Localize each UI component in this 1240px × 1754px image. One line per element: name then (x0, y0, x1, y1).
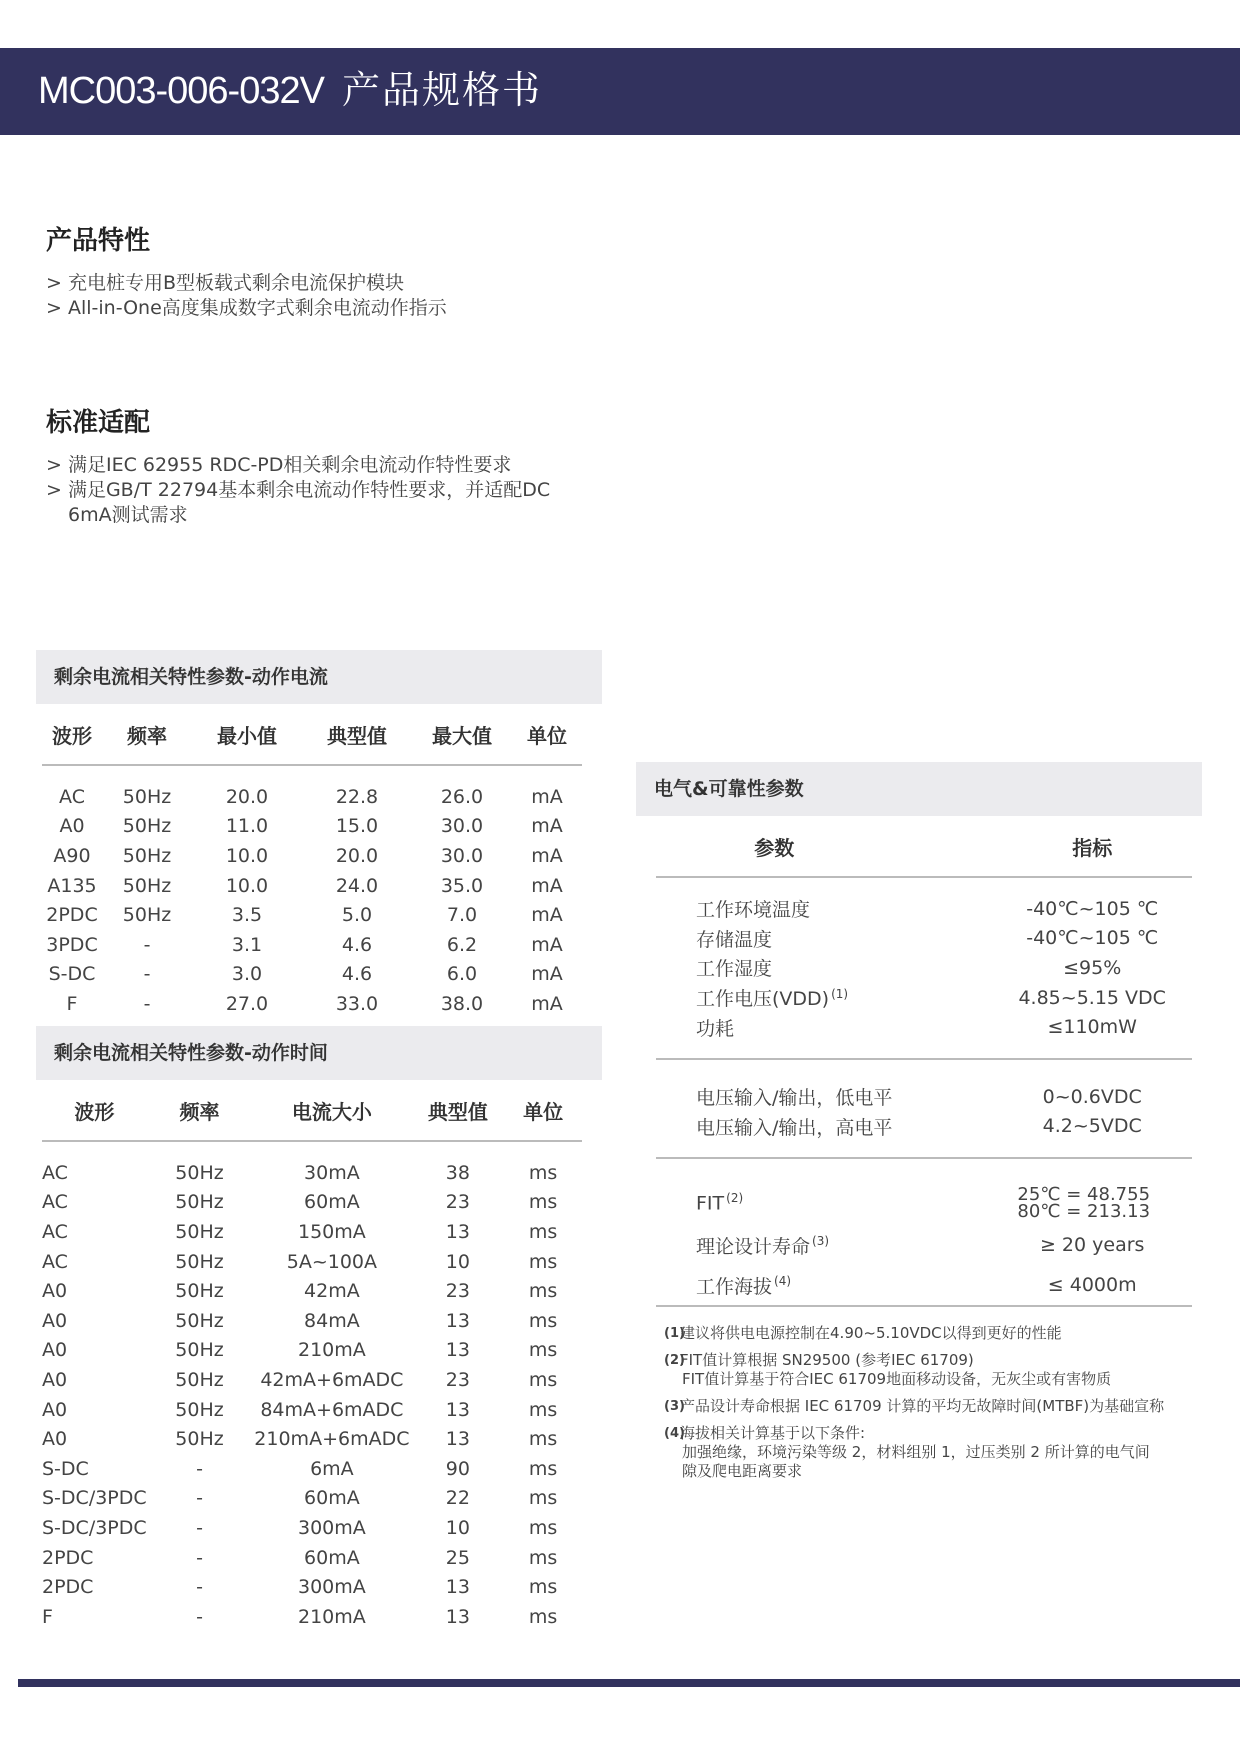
fit-value-80c: 80℃ = 213.13 (1017, 1201, 1151, 1223)
standards-heading: 标准适配 (46, 408, 151, 438)
footnote-line: 加强绝缘，环境污染等级 2，材料组别 1，过压类别 2 所计算的电气间 (682, 1443, 1150, 1461)
table-cell: 50Hz (175, 1368, 224, 1391)
param-value: 4.85~5.15 VDC (1018, 986, 1166, 1009)
table-cell: 60mA (304, 1191, 360, 1214)
table-cell: 10.0 (225, 844, 269, 867)
col-header: 最大值 (412, 704, 512, 765)
footer-rule (18, 1679, 1240, 1687)
table-cell: S-DC (42, 1457, 89, 1480)
table-cell: 23 (445, 1368, 470, 1391)
group-separator (656, 1059, 1192, 1082)
table-cell: AC (42, 1191, 68, 1214)
table-row (656, 1112, 1192, 1142)
standards-list (46, 453, 606, 528)
footnote-number: (1) (664, 1326, 685, 1341)
elec-table (656, 816, 1192, 1309)
table-cell: 50Hz (175, 1339, 224, 1362)
table-cell: mA (531, 815, 563, 838)
table-cell: 20.0 (225, 785, 269, 808)
table-cell: 50Hz (175, 1250, 224, 1273)
param-name: FIT (696, 1192, 725, 1215)
table-cell: AC (42, 1220, 68, 1243)
table-cell: ms (528, 1576, 558, 1599)
table-cell: 22.8 (335, 785, 379, 808)
table-row (42, 1572, 582, 1602)
spacer-row (656, 1042, 1192, 1059)
table-cell: AC (59, 785, 85, 808)
time-table-body (42, 1141, 582, 1632)
table-cell: 22 (445, 1487, 470, 1510)
param-label (656, 1225, 892, 1265)
table-row (42, 1395, 582, 1425)
table-cell: 24.0 (335, 874, 379, 897)
table-cell: 50Hz (122, 815, 172, 838)
standard-item-continuation: 6mA测试需求 (68, 504, 188, 526)
table-cell: 13 (445, 1220, 470, 1243)
table-row (42, 1424, 582, 1454)
table-row (42, 900, 582, 930)
time-table-block (36, 1026, 602, 1632)
param-name: 工作电压(VDD) (696, 988, 830, 1011)
table-cell: - (143, 992, 151, 1015)
table-cell: 50Hz (175, 1191, 224, 1214)
table-cell: mA (531, 844, 563, 867)
table-cell: AC (42, 1250, 68, 1273)
table-row (42, 1336, 582, 1366)
table-row (42, 989, 582, 1019)
table-row (42, 1454, 582, 1484)
footnotes (664, 1324, 1204, 1489)
table-cell: 27.0 (225, 992, 269, 1015)
table-row (42, 1484, 582, 1514)
spacer-cell (656, 1059, 1192, 1082)
param-value (892, 1181, 1192, 1225)
table-cell: mA (531, 933, 563, 956)
spacer-row (42, 1141, 582, 1158)
footnote-line: FIT值计算根据 SN29500 (参考IEC 61709) (680, 1351, 974, 1369)
table-cell: 38 (445, 1161, 470, 1184)
table-cell: 210mA+6mADC (254, 1428, 410, 1451)
table-cell: 30.0 (440, 815, 484, 838)
param-name: 工作海拔 (696, 1275, 773, 1298)
table-cell: ms (528, 1428, 558, 1451)
footnote-ref: (1) (831, 986, 849, 1001)
table-cell: 2PDC (42, 1576, 94, 1599)
table-cell: 50Hz (122, 904, 172, 927)
table-row (42, 960, 582, 990)
time-table (42, 1080, 582, 1632)
table-row (656, 1265, 1192, 1306)
spacer-cell (656, 1158, 1192, 1181)
footnote-line: FIT值计算基于符合IEC 61709地面移动设备，无灰尘或有害物质 (682, 1370, 1112, 1388)
table-cell: ms (528, 1339, 558, 1362)
table-cell: 4.6 (341, 963, 373, 986)
table-cell: ms (528, 1516, 558, 1539)
table-cell: 33.0 (335, 992, 379, 1015)
table-cell: 50Hz (175, 1280, 224, 1303)
table-cell: 13 (445, 1605, 470, 1628)
col-header: 波形 (42, 1080, 147, 1141)
table-cell: 2PDC (42, 1546, 94, 1569)
table-cell: A0 (42, 1280, 68, 1303)
table-row (42, 782, 582, 812)
footnote-ref: (2) (726, 1191, 744, 1206)
table-cell: 5.0 (341, 904, 373, 927)
footnote-body (680, 1351, 1204, 1389)
table-cell: - (196, 1487, 203, 1510)
table-cell: 2PDC (46, 904, 98, 927)
table-cell: A0 (42, 1428, 68, 1451)
table-cell: 50Hz (122, 785, 172, 808)
param-value: ≥ 20 years (1039, 1234, 1145, 1257)
table-cell: 13 (445, 1398, 470, 1421)
table-cell: A0 (42, 1368, 68, 1391)
col-header: 最小值 (192, 704, 302, 765)
table-cell: 10.0 (225, 874, 269, 897)
param-name: 电压输入/输出，高电平 (696, 1116, 893, 1139)
table-cell: ms (528, 1368, 558, 1391)
table-cell: 23 (445, 1191, 470, 1214)
table-cell: 25 (445, 1546, 470, 1569)
spacer-cell (656, 877, 1192, 894)
table-cell: 50Hz (175, 1398, 224, 1421)
table-row (42, 1158, 582, 1188)
group-separator (656, 1158, 1192, 1181)
table-cell: 13 (445, 1576, 470, 1599)
standards-section (46, 402, 606, 528)
table-cell: 26.0 (440, 785, 484, 808)
table-row (656, 1225, 1192, 1265)
footnote-body (680, 1324, 1204, 1343)
table-cell: A0 (42, 1398, 68, 1421)
spacer-cell (656, 1306, 1192, 1309)
table-cell: mA (531, 992, 563, 1015)
table-cell: S-DC/3PDC (42, 1487, 147, 1510)
group-separator (656, 1306, 1192, 1309)
table-cell: 3.0 (231, 963, 263, 986)
table-cell: ms (528, 1487, 558, 1510)
table-cell: 5A~100A (286, 1250, 378, 1273)
param-value: 4.2~5VDC (1042, 1115, 1142, 1138)
footnote-number: (2) (664, 1353, 685, 1368)
features-list (46, 271, 606, 321)
table-cell: ms (528, 1280, 558, 1303)
elec-table-body (656, 877, 1192, 1309)
standard-item: > 满足IEC 62955 RDC-PD相关剩余电流动作特性要求 (46, 454, 512, 476)
table-cell: 3.5 (231, 904, 263, 927)
table-cell: 50Hz (122, 874, 172, 897)
table-cell: ms (528, 1161, 558, 1184)
table-cell: ms (528, 1605, 558, 1628)
table-row (42, 1306, 582, 1336)
spacer-row (656, 877, 1192, 894)
col-header: 指标 (892, 816, 1192, 877)
table-row (656, 894, 1192, 924)
param-name: 工作湿度 (696, 958, 773, 981)
footnote (664, 1324, 1204, 1343)
table-cell: A135 (47, 874, 97, 897)
table-cell: 210mA (298, 1605, 366, 1628)
footnote (664, 1424, 1204, 1481)
table-cell: - (196, 1457, 203, 1480)
table-cell: 210mA (298, 1339, 366, 1362)
page-title (38, 66, 542, 115)
table-cell: 300mA (298, 1576, 366, 1599)
spacer-cell (656, 1042, 1192, 1059)
param-value: -40℃~105 ℃ (1026, 897, 1159, 920)
footnote-line: 海拔相关计算基于以下条件: (680, 1424, 866, 1442)
table-cell: ms (528, 1250, 558, 1273)
param-label (656, 1112, 892, 1142)
param-name: 电压输入/输出，低电平 (696, 1087, 893, 1110)
table-row (656, 1181, 1192, 1225)
table-row (42, 1217, 582, 1247)
param-label (656, 894, 892, 924)
param-name: 工作环境温度 (696, 899, 811, 922)
table-cell: 30.0 (440, 844, 484, 867)
table-cell: 13 (445, 1309, 470, 1332)
table-cell: 13 (445, 1339, 470, 1362)
footnote-number: (4) (664, 1426, 685, 1441)
footnote-body (680, 1424, 1204, 1481)
table-row (42, 1543, 582, 1573)
table-cell: AC (42, 1161, 68, 1184)
table-cell: 11.0 (225, 815, 269, 838)
param-label (656, 1265, 892, 1306)
table-cell: ms (528, 1398, 558, 1421)
table-cell: 30mA (304, 1161, 360, 1184)
table-cell: 60mA (304, 1546, 360, 1569)
param-name: 存储温度 (696, 928, 773, 951)
table-row (42, 812, 582, 842)
table-cell: 7.0 (446, 904, 478, 927)
current-table (42, 704, 582, 1019)
table-row (42, 1276, 582, 1306)
spacer-cell (42, 1141, 147, 1158)
current-table-title: 剩余电流相关特性参数-动作电流 (36, 650, 602, 704)
table-row (42, 841, 582, 871)
table-row (656, 924, 1192, 954)
table-row (42, 930, 582, 960)
table-cell: mA (531, 785, 563, 808)
table-cell: - (196, 1576, 203, 1599)
col-header: 典型值 (302, 704, 412, 765)
table-cell: mA (531, 963, 563, 986)
table-cell: 50Hz (175, 1161, 224, 1184)
table-cell: - (196, 1516, 203, 1539)
table-cell: S-DC/3PDC (42, 1516, 147, 1539)
table-cell: F (42, 1605, 53, 1628)
col-header: 频率 (102, 704, 192, 765)
model-number: MC003-006-032V (38, 70, 324, 112)
table-row (656, 1012, 1192, 1042)
table-cell: 38.0 (440, 992, 484, 1015)
table-row (42, 1188, 582, 1218)
table-cell: - (196, 1546, 203, 1569)
table-cell: 50Hz (122, 844, 172, 867)
footnote-number: (3) (664, 1399, 685, 1414)
table-cell: mA (531, 904, 563, 927)
param-label (656, 953, 892, 983)
table-cell: 50Hz (175, 1428, 224, 1451)
current-table-body (42, 765, 582, 1019)
table-cell: - (143, 963, 151, 986)
features-heading: 产品特性 (46, 226, 151, 256)
param-label (656, 1181, 892, 1225)
time-table-title: 剩余电流相关特性参数-动作时间 (36, 1026, 602, 1080)
table-cell: ms (528, 1191, 558, 1214)
spacer-row (42, 765, 582, 782)
param-name: 理论设计寿命 (696, 1235, 811, 1258)
param-label (656, 1012, 892, 1042)
table-cell: A90 (53, 844, 91, 867)
param-value: ≤ 4000m (1047, 1274, 1137, 1297)
table-cell: A0 (42, 1309, 68, 1332)
table-cell: F (66, 992, 78, 1015)
table-cell: - (143, 933, 151, 956)
param-name: 功耗 (696, 1017, 735, 1040)
table-cell: 84mA (304, 1309, 360, 1332)
col-header: 频率 (147, 1080, 253, 1141)
document-title: 产品规格书 (341, 68, 542, 112)
table-row (42, 871, 582, 901)
col-header: 单位 (504, 1080, 582, 1141)
footnote-line: 建议将供电电源控制在4.90~5.10VDC以得到更好的性能 (680, 1324, 1062, 1342)
footnote-ref: (3) (812, 1234, 830, 1249)
table-cell: ms (528, 1220, 558, 1243)
fit-value-25c: 25℃ = 48.755 (1017, 1184, 1151, 1206)
table-cell: 4.6 (341, 933, 373, 956)
param-value: -40℃~105 ℃ (1026, 927, 1159, 950)
param-value: ≤95% (1063, 956, 1122, 979)
param-label (656, 983, 892, 1013)
table-cell: 90 (445, 1457, 470, 1480)
table-row (42, 1247, 582, 1277)
table-cell: 3PDC (46, 933, 98, 956)
table-cell: 20.0 (335, 844, 379, 867)
param-label (656, 1082, 892, 1112)
spacer-cell (42, 765, 102, 782)
table-cell: 35.0 (440, 874, 484, 897)
col-header: 电流大小 (252, 1080, 411, 1141)
table-cell: 3.1 (231, 933, 263, 956)
table-cell: A0 (42, 1339, 68, 1362)
table-row (656, 953, 1192, 983)
footnote (664, 1397, 1204, 1416)
footnote-line: 产品设计寿命根据 IEC 61709 计算的平均无故障时间(MTBF)为基础宣称 (680, 1397, 1165, 1415)
table-cell: 150mA (298, 1220, 366, 1243)
current-table-block (36, 650, 602, 1019)
table-cell: 13 (445, 1428, 470, 1451)
table-row (656, 1082, 1192, 1112)
spacer-row (656, 1141, 1192, 1158)
table-cell: 6.2 (446, 933, 478, 956)
table-cell: 84mA+6mADC (260, 1398, 404, 1421)
col-header: 参数 (656, 816, 892, 877)
table-row (42, 1602, 582, 1632)
param-label (656, 924, 892, 954)
elec-table-title: 电气&可靠性参数 (636, 762, 1202, 816)
table-cell: 50Hz (175, 1309, 224, 1332)
feature-item: > 充电桩专用B型板载式剩余电流保护模块 (46, 272, 404, 294)
param-value: 0~0.6VDC (1042, 1085, 1142, 1108)
table-row (656, 983, 1192, 1013)
table-cell: 23 (445, 1280, 470, 1303)
table-row (42, 1513, 582, 1543)
table-cell: mA (531, 874, 563, 897)
table-cell: - (196, 1605, 203, 1628)
table-cell: 300mA (298, 1516, 366, 1539)
feature-item: > All-in-One高度集成数字式剩余电流动作指示 (46, 297, 447, 319)
table-cell: 42mA+6mADC (260, 1368, 404, 1391)
elec-table-block (636, 762, 1202, 1309)
spacer-cell (656, 1141, 1192, 1158)
table-cell: 6.0 (446, 963, 478, 986)
table-cell: 42mA (304, 1280, 360, 1303)
table-cell: 50Hz (175, 1220, 224, 1243)
footnote-line: 隙及爬电距离要求 (682, 1462, 803, 1480)
col-header: 典型值 (411, 1080, 504, 1141)
table-cell: 60mA (304, 1487, 360, 1510)
header-band (0, 48, 1240, 135)
table-row (42, 1365, 582, 1395)
col-header: 波形 (42, 704, 102, 765)
table-cell: 15.0 (335, 815, 379, 838)
footnote (664, 1351, 1204, 1389)
footnote-ref: (4) (774, 1274, 792, 1289)
table-cell: ms (528, 1309, 558, 1332)
table-cell: 10 (445, 1516, 470, 1539)
features-section (46, 220, 606, 321)
table-cell: S-DC (48, 963, 96, 986)
table-cell: ms (528, 1546, 558, 1569)
table-cell: A0 (59, 815, 85, 838)
footnote-body (680, 1397, 1204, 1416)
col-header: 单位 (512, 704, 582, 765)
param-value: ≤110mW (1047, 1016, 1137, 1039)
standard-item: > 满足GB/T 22794基本剩余电流动作特性要求，并适配DC 6mA测试需求 (46, 478, 606, 528)
table-cell: 10 (445, 1250, 470, 1273)
table-cell: 6mA (310, 1457, 354, 1480)
table-cell: ms (528, 1457, 558, 1480)
